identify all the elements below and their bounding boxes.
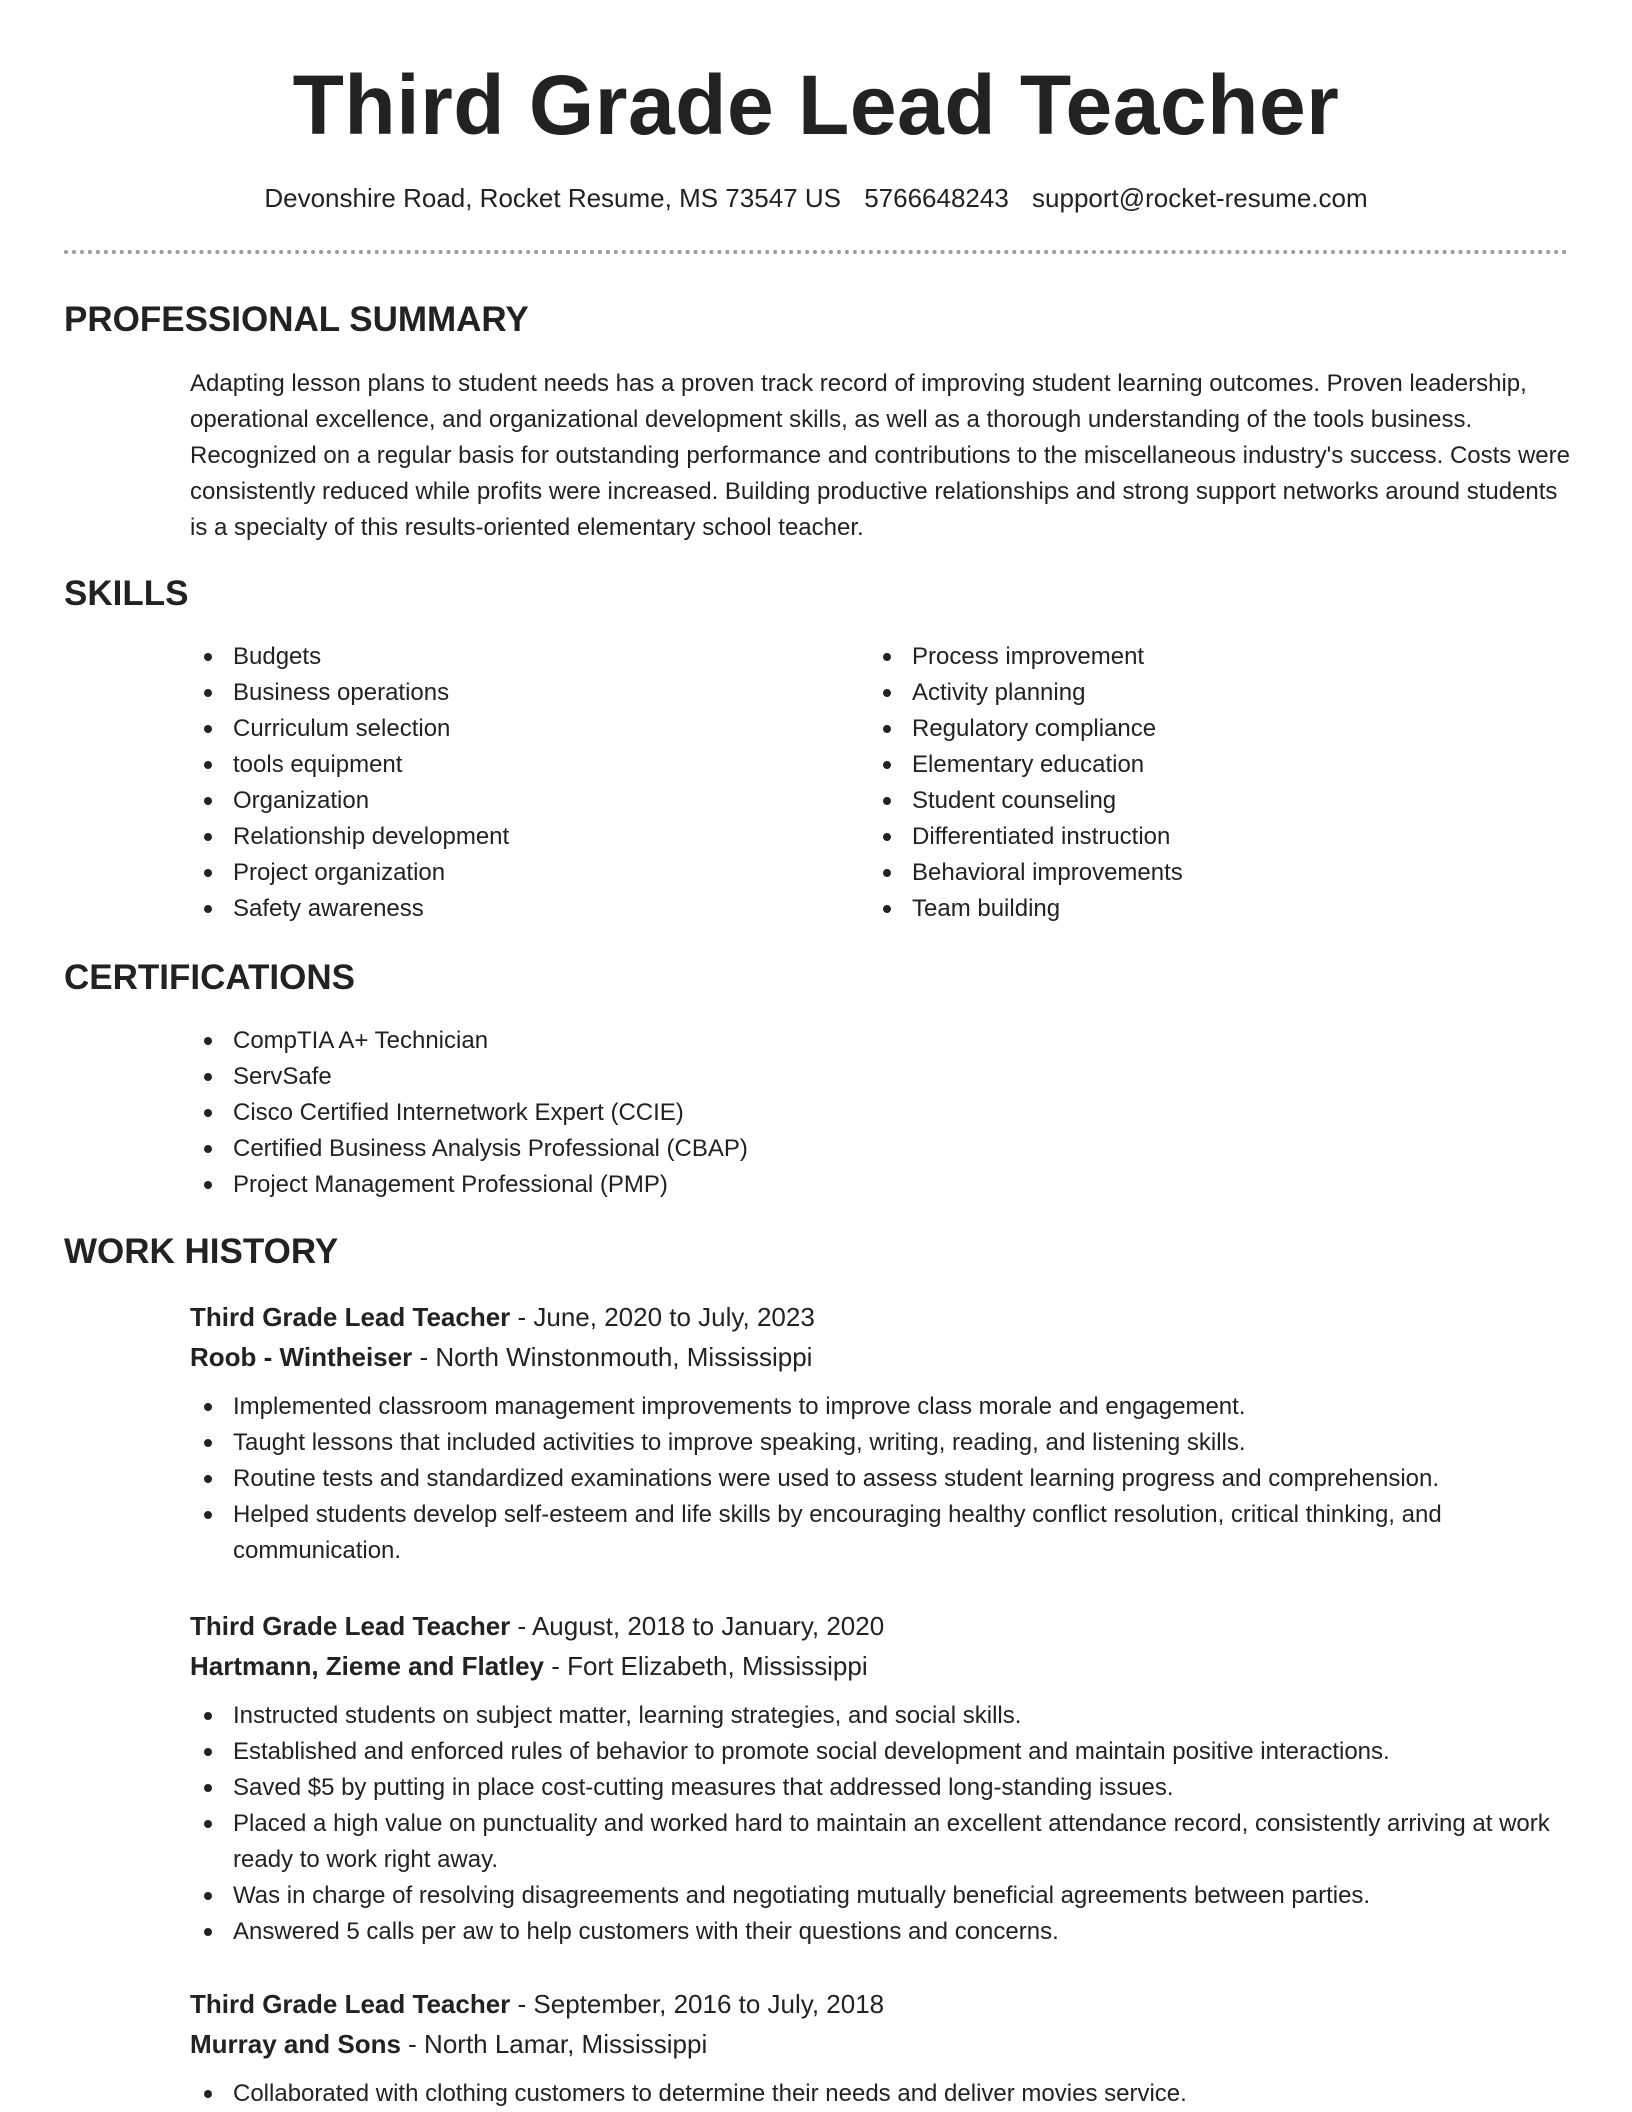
list-item: ServSafe	[190, 1059, 1190, 1095]
list-item: Elementary education	[869, 747, 1509, 783]
contact-phone: 5766648243	[864, 183, 1009, 213]
contact-address: Devonshire Road, Rocket Resume, MS 73547 US	[264, 183, 841, 213]
job-dates: - August, 2018 to January, 2020	[510, 1611, 885, 1641]
job-entry	[190, 1297, 1570, 1569]
job-entry	[190, 1984, 1570, 2112]
job-bullets	[190, 1389, 1570, 1569]
skills-list-right	[869, 639, 1509, 927]
list-item: Placed a high value on punctuality and worked hard to maintain an excellent attendance record, consistently arriving at work ready to work right away.	[190, 1806, 1570, 1878]
certifications-list	[190, 1023, 1190, 1203]
job-title-line	[190, 1297, 1570, 1337]
job-role: Third Grade Lead Teacher	[190, 1611, 511, 1641]
list-item: Routine tests and standardized examinations were used to assess student learning progress and comprehension.	[190, 1461, 1570, 1497]
list-item: Collaborated with clothing customers to determine their needs and deliver movies service.	[190, 2076, 1570, 2112]
section-title-work-history: WORK HISTORY	[64, 1232, 339, 1271]
job-dates: - June, 2020 to July, 2023	[510, 1302, 815, 1332]
job-location: - North Lamar, Mississippi	[400, 2029, 708, 2059]
list-item: Business operations	[190, 675, 830, 711]
list-item: Saved $5 by putting in place cost-cutting measures that addressed long-standing issues.	[190, 1770, 1570, 1806]
list-item: Team building	[869, 891, 1509, 927]
list-item: Relationship development	[190, 819, 830, 855]
section-title-certifications: CERTIFICATIONS	[64, 958, 356, 997]
list-item: Regulatory compliance	[869, 711, 1509, 747]
list-item: Taught lessons that included activities to improve speaking, writing, reading, and listening skills.	[190, 1425, 1570, 1461]
job-company: Roob - Wintheiser	[190, 1342, 413, 1372]
list-item: Differentiated instruction	[869, 819, 1509, 855]
list-item: Established and enforced rules of behavior to promote social development and maintain positive interactions.	[190, 1734, 1570, 1770]
job-title-line	[190, 1984, 1570, 2024]
job-role: Third Grade Lead Teacher	[190, 1302, 511, 1332]
list-item: Process improvement	[869, 639, 1509, 675]
list-item: Organization	[190, 783, 830, 819]
list-item: Implemented classroom management improvements to improve class morale and engagement.	[190, 1389, 1570, 1425]
section-title-skills: SKILLS	[64, 574, 189, 613]
list-item: Cisco Certified Internetwork Expert (CCIE)	[190, 1095, 1190, 1131]
job-entry	[190, 1606, 1570, 1950]
list-item: Project organization	[190, 855, 830, 891]
list-item: Budgets	[190, 639, 830, 675]
summary-text: Adapting lesson plans to student needs has a proven track record of improving student learning outcomes. Proven leadership, operational excellence, and organizational development skills, as well as a thorough understanding of the tools business. Recognized on a regular basis for outstanding performance and contributions to the miscellaneous industry's success. Costs were consistently reduced while profits were increased. Building productive relationships and strong support networks around students is a specialty of this results-oriented elementary school teacher.	[190, 370, 1570, 541]
list-item: Safety awareness	[190, 891, 830, 927]
section-title-summary: PROFESSIONAL SUMMARY	[64, 300, 529, 339]
list-item: Activity planning	[869, 675, 1509, 711]
job-location: - North Winstonmouth, Mississippi	[412, 1342, 813, 1372]
job-role: Third Grade Lead Teacher	[190, 1989, 511, 2019]
job-company: Hartmann, Zieme and Flatley	[190, 1651, 544, 1681]
list-item: Behavioral improvements	[869, 855, 1509, 891]
job-bullets	[190, 1698, 1570, 1950]
header-divider	[64, 250, 1568, 254]
list-item: Answered 5 calls per aw to help customers with their questions and concerns.	[190, 1914, 1570, 1950]
job-bullets	[190, 2076, 1570, 2112]
job-title-line	[190, 1606, 1570, 1646]
list-item: Instructed students on subject matter, learning strategies, and social skills.	[190, 1698, 1570, 1734]
job-company-line	[190, 1337, 1570, 1377]
list-item: Curriculum selection	[190, 711, 830, 747]
job-dates: - September, 2016 to July, 2018	[510, 1989, 885, 2019]
list-item: tools equipment	[190, 747, 830, 783]
skills-list-left	[190, 639, 830, 927]
contact-line	[0, 180, 1632, 216]
list-item: Helped students develop self-esteem and life skills by encouraging healthy conflict resolution, critical thinking, and communication.	[190, 1497, 1570, 1569]
candidate-name: Third Grade Lead Teacher	[292, 58, 1340, 152]
list-item: CompTIA A+ Technician	[190, 1023, 1190, 1059]
job-location: - Fort Elizabeth, Mississippi	[543, 1651, 868, 1681]
list-item: Project Management Professional (PMP)	[190, 1167, 1190, 1203]
contact-email: support@rocket-resume.com	[1032, 183, 1368, 213]
list-item: Student counseling	[869, 783, 1509, 819]
job-company: Murray and Sons	[190, 2029, 401, 2059]
job-company-line	[190, 2024, 1570, 2064]
list-item: Certified Business Analysis Professional (CBAP)	[190, 1131, 1190, 1167]
job-company-line	[190, 1646, 1570, 1686]
list-item: Was in charge of resolving disagreements and negotiating mutually beneficial agreements between parties.	[190, 1878, 1570, 1914]
